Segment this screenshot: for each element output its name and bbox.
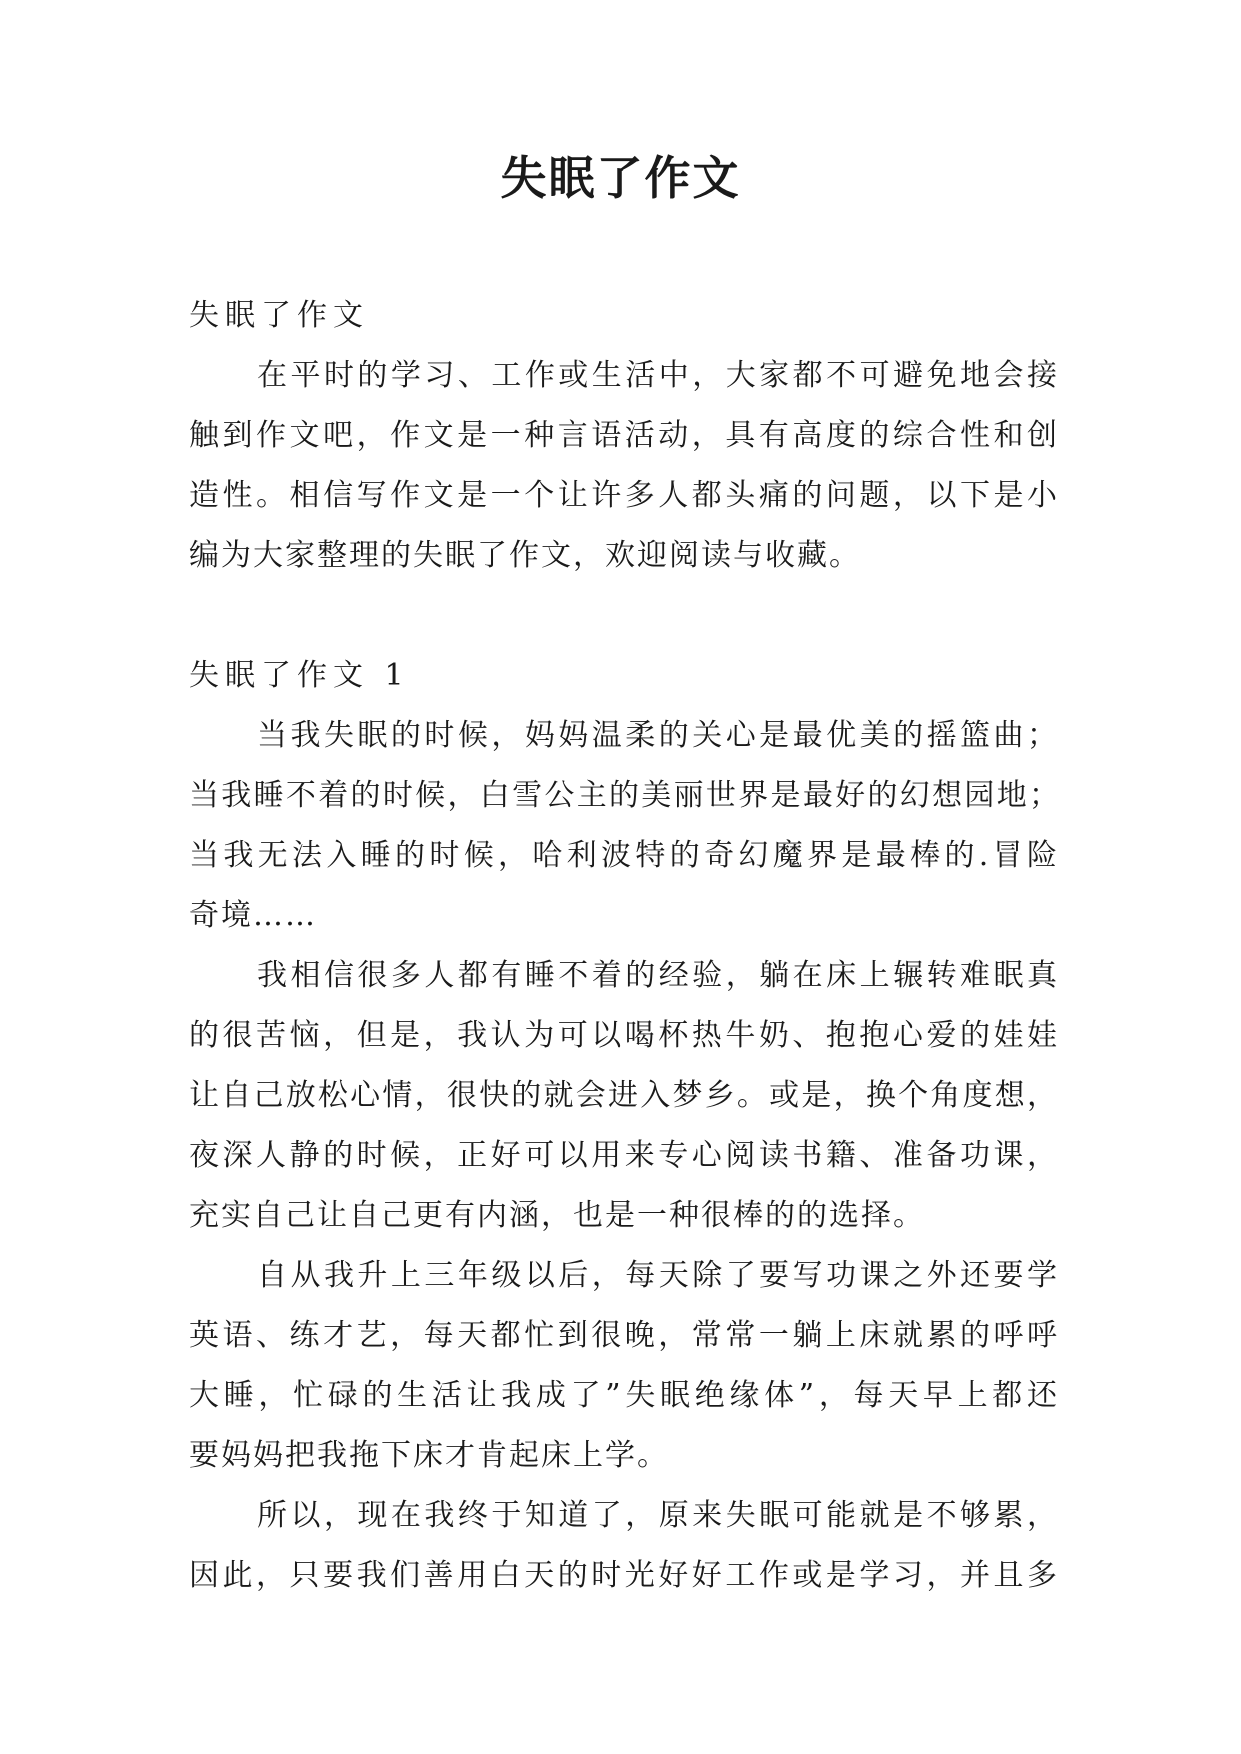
paragraph-line: 因此，只要我们善用白天的时光好好工作或是学习，并且多 xyxy=(189,1558,1059,1593)
paragraph-line: 编为大家整理的失眠了作文，欢迎阅读与收藏。 xyxy=(189,538,861,573)
paragraph-4 xyxy=(189,1486,1059,1606)
paragraph-line: 英语、练才艺，每天都忙到很晚，常常一躺上床就累的呼呼 xyxy=(189,1318,1059,1353)
paragraph-line: 所以，现在我终于知道了，原来失眠可能就是不够累， xyxy=(257,1498,1059,1533)
paragraph-line: 自从我升上三年级以后，每天除了要写功课之外还要学 xyxy=(257,1258,1059,1293)
paragraph-line: 让自己放松心情，很快的就会进入梦乡。或是，换个角度想， xyxy=(189,1078,1059,1113)
paragraph-line: 当我失眠的时候，妈妈温柔的关心是最优美的摇篮曲； xyxy=(257,718,1059,753)
spacer xyxy=(189,586,1059,646)
paragraph-line: 当我睡不着的时候，白雪公主的美丽世界是最好的幻想园地； xyxy=(189,778,1059,813)
section-heading: 失眠了作文 1 xyxy=(189,658,410,693)
paragraph-line: 的很苦恼，但是，我认为可以喝杯热牛奶、抱抱心爱的娃娃 xyxy=(189,1018,1059,1053)
document-body xyxy=(189,286,1059,1606)
paragraph-1 xyxy=(189,706,1059,946)
paragraph-line: 要妈妈把我拖下床才肯起床上学。 xyxy=(189,1438,669,1473)
paragraph-line: 在平时的学习、工作或生活中，大家都不可避免地会接 xyxy=(257,358,1059,393)
paragraph-line: 造性。相信写作文是一个让许多人都头痛的问题，以下是小 xyxy=(189,478,1059,513)
paragraph-line: 奇境…… xyxy=(189,898,317,933)
paragraph-line: 触到作文吧，作文是一种言语活动，具有高度的综合性和创 xyxy=(189,418,1059,453)
document-title: 失眠了作文 xyxy=(500,151,741,205)
paragraph-line: 大睡，忙碌的生活让我成了”失眠绝缘体”，每天早上都还 xyxy=(189,1378,1059,1413)
paragraph-line: 当我无法入睡的时候，哈利波特的奇幻魔界是最棒的.冒险 xyxy=(189,838,1059,873)
paragraph-line: 我相信很多人都有睡不着的经验，躺在床上辗转难眠真 xyxy=(257,958,1059,993)
paragraph-3 xyxy=(189,1246,1059,1486)
intro-heading: 失眠了作文 xyxy=(189,298,369,333)
paragraph-line: 夜深人静的时候，正好可以用来专心阅读书籍、准备功课， xyxy=(189,1138,1059,1173)
paragraph-2 xyxy=(189,946,1059,1246)
paragraph-line: 充实自己让自己更有内涵，也是一种很棒的的选择。 xyxy=(189,1198,925,1233)
intro-paragraph xyxy=(189,346,1059,586)
